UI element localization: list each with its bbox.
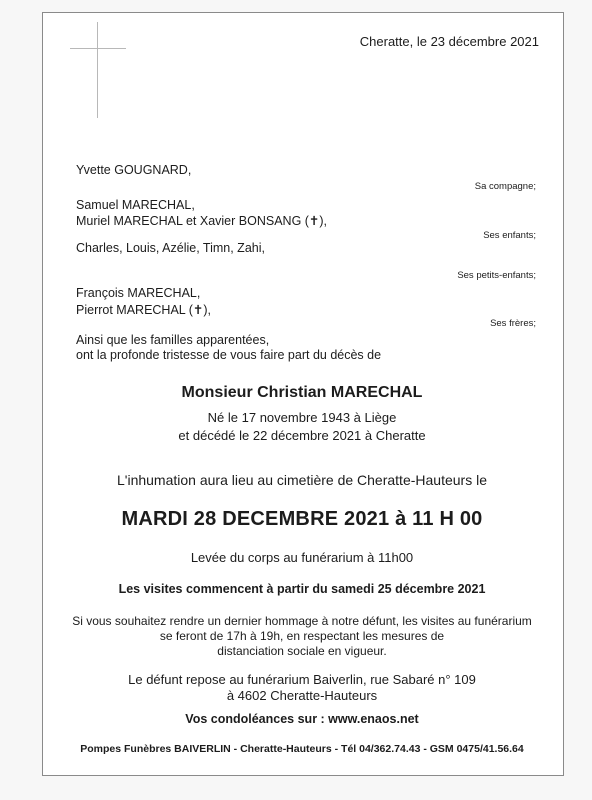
family-name: Charles, Louis, Azélie, Timn, Zahi, (76, 241, 265, 255)
rest-line: Le défunt repose au funérarium Baiverlin, rue Sabaré n° 109 (128, 672, 476, 687)
rest-line: à 4602 Cheratte-Hauteurs (226, 688, 378, 703)
levee-line: Levée du corps au funérarium à 11h00 (190, 550, 414, 565)
visits-info-line: distanciation sociale en vigueur. (217, 644, 387, 658)
visits-start: Les visites commencent à partir du samedi 25 décembre 2021 (118, 582, 486, 596)
condolences-link[interactable]: Vos condoléances sur : www.enaos.net (185, 712, 419, 726)
cross-icon (97, 22, 98, 118)
announcement-line: Ainsi que les familles apparentées, (76, 333, 270, 347)
ceremony-date: MARDI 28 DECEMBRE 2021 à 11 H 00 (121, 508, 483, 530)
place-date: Cheratte, le 23 décembre 2021 (359, 34, 539, 49)
family-name: François MARECHAL, (76, 286, 201, 300)
death-line: et décédé le 22 décembre 2021 à Cheratte (178, 428, 426, 443)
deceased-name: Monsieur Christian MARECHAL (181, 384, 423, 401)
funeral-home-footer: Pompes Funèbres BAIVERLIN - Cheratte-Hauteurs - Tél 04/362.74.43 - GSM 0475/41.56.64 (80, 743, 524, 755)
family-relation: Ses frères; (490, 318, 536, 329)
family-name: Samuel MARECHAL, (76, 198, 195, 212)
birth-line: Né le 17 novembre 1943 à Liège (207, 410, 397, 425)
visits-info-line: se feront de 17h à 19h, en respectant les mesures de (159, 629, 445, 643)
family-relation: Sa compagne; (474, 181, 536, 192)
family-relation: Ses enfants; (483, 230, 536, 241)
family-name: Yvette GOUGNARD, (76, 163, 192, 177)
family-relation: Ses petits-enfants; (457, 270, 536, 281)
cross-icon-bar (70, 48, 126, 49)
burial-line: L'inhumation aura lieu au cimetière de Cheratte-Hauteurs le (117, 472, 487, 488)
announcement-line: ont la profonde tristesse de vous faire part du décès de (76, 348, 382, 362)
visits-info-line: Si vous souhaitez rendre un dernier hommage à notre défunt, les visites au funérarium (72, 614, 532, 628)
family-name: Muriel MARECHAL et Xavier BONSANG (✝), (76, 214, 328, 228)
family-name: Pierrot MARECHAL (✝), (76, 303, 212, 317)
